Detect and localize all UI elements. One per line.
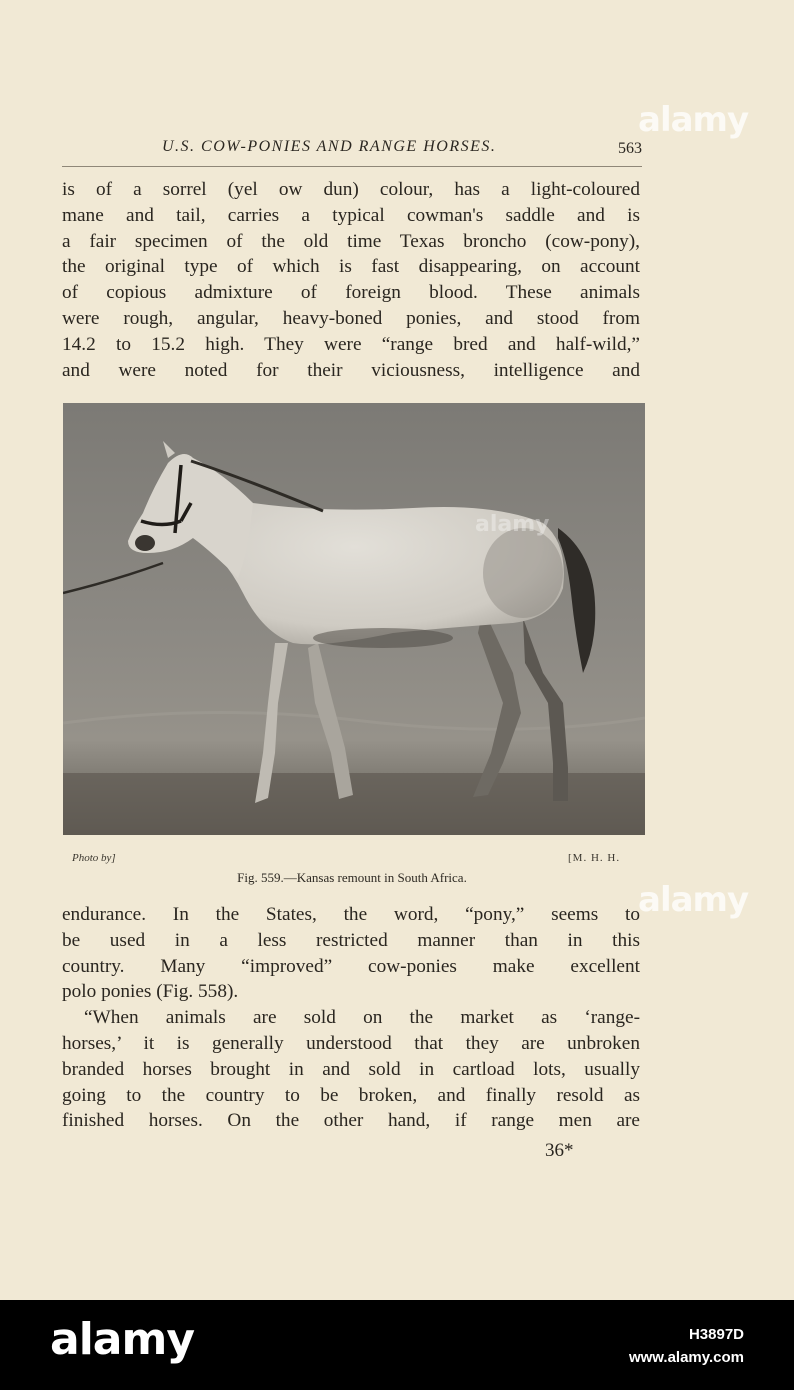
text-line: be used in a less restricted manner than in this (62, 929, 640, 951)
text-line: endurance. In the States, the word, “pony,” seems to (62, 904, 640, 925)
running-head-title: U.S. COW-PONIES AND RANGE HORSES. (162, 138, 497, 155)
text-line: “When animals are sold on the market as ‘range- (84, 1007, 640, 1029)
text-line: finished horses. On the other hand, if range men are (62, 1110, 640, 1132)
watermark-logo: alamy (638, 880, 749, 920)
text-line: going to the country to be broken, and finally resold as (62, 1084, 640, 1106)
text-line: a fair specimen of the old time Texas broncho (cow-pony), (62, 230, 640, 252)
header-rule (62, 166, 642, 167)
text-line: of copious admixture of foreign blood. These animals (62, 282, 640, 304)
text-line: 14.2 to 15.2 high. They were “range bred and half-wild,” (62, 333, 640, 355)
paragraph-2 (62, 902, 640, 1134)
text-line: branded horses brought in and sold in cartload lots, usually (62, 1058, 640, 1080)
photo-credit-left: Photo by] (72, 852, 116, 864)
photo-watermark: alamy (475, 512, 550, 537)
text-line: and were noted for their viciousness, intelligence and (62, 359, 640, 381)
footer-url[interactable]: www.alamy.com (628, 1349, 744, 1366)
photo-credit-right: [M. H. H. (568, 852, 621, 864)
stock-footer-bar (0, 1300, 794, 1390)
signature-mark: 36* (545, 1140, 574, 1161)
text-line: the original type of which is fast disappearing, on account (62, 256, 640, 278)
text-line: mane and tail, carries a typical cowman's saddle and is (62, 204, 640, 226)
text-line: horses,’ it is generally understood that they are unbroken (62, 1032, 640, 1054)
horse-photograph (63, 403, 645, 835)
image-id: H3897D (688, 1326, 744, 1343)
paragraph-1 (62, 177, 640, 383)
running-head (62, 138, 642, 162)
text-line: is of a sorrel (yel ow dun) colour, has a light-coloured (62, 179, 640, 200)
watermark-logo: alamy (638, 100, 749, 140)
text-line: polo ponies (Fig. 558). (62, 981, 239, 1003)
text-line: country. Many “improved” cow-ponies make excellent (62, 955, 640, 977)
alamy-logo[interactable]: alamy (50, 1314, 194, 1365)
figure-caption: Fig. 559.—Kansas remount in South Africa. (237, 870, 467, 885)
text-line: were rough, angular, heavy-boned ponies, and stood from (62, 307, 640, 329)
page-number: 563 (618, 140, 642, 157)
horse-photo-image (63, 403, 645, 835)
